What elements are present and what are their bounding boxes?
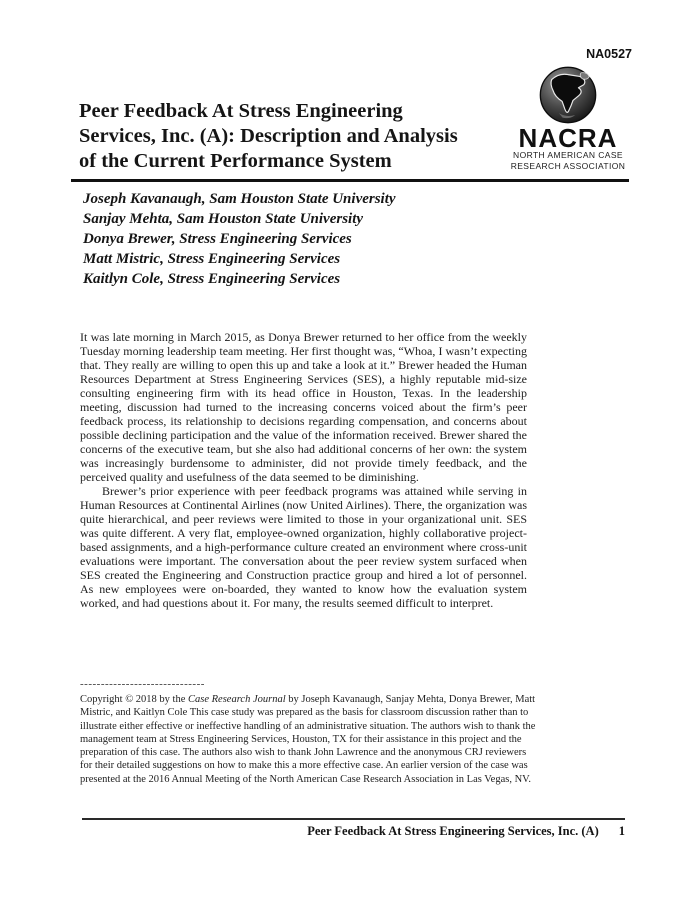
page-title-line-3: of the Current Performance System — [79, 150, 392, 172]
author-line: Sanjay Mehta, Sam Houston State University — [83, 211, 364, 227]
page-title-line-1: Peer Feedback At Stress Engineering — [79, 100, 403, 122]
nacra-logo — [500, 66, 636, 171]
title-divider-rule — [71, 179, 629, 182]
body-paragraph-1: It was late morning in March 2015, as Donya Brewer returned to her office from the weekly Tuesday morning leadership team meeting. Her first thought was, “Whoa, I wasn’t expecting that. They really are willing to open this up and take a look at it.” Brewer headed the Human Resources Department at Stress Engineering Services (SES), a highly reputable mid-size consulting engineering firm with its head office in Houston, Texas. In the leadership meeting, discussion had turned to the increasing concerns voiced about the firm’s peer feedback process, its relationship to decisions regarding compensation, and concerns about possible declining participation and the value of the information received. Brewer shared the concerns of the executive team, but she also had additional concerns of her own: the system was increasingly burdensome to administer, did not provide timely feedback, and the perceived quality and usefulness of the data seemed to be diminishing. — [80, 330, 527, 484]
copyright-footnote — [80, 678, 536, 786]
nacra-logo-wordmark: NACRA — [518, 123, 618, 153]
page-title — [79, 99, 509, 174]
case-body-text — [80, 330, 527, 610]
footer-running-title: Peer Feedback At Stress Engineering Services, Inc. (A) — [307, 824, 599, 838]
page-footer — [82, 824, 625, 839]
footnote-text-pre: Copyright © 2018 by the — [80, 694, 189, 705]
nacra-logo-subtitle-2: RESEARCH ASSOCIATION — [510, 160, 626, 171]
footer-divider-rule — [82, 818, 625, 820]
author-line: Kaitlyn Cole, Stress Engineering Services — [83, 271, 341, 287]
document-code: NA0527 — [586, 47, 632, 61]
body-paragraph-2: Brewer’s prior experience with peer feedback programs was attained while serving in Human Resources at Continental Airlines (now United Airlines). There, the organization was quite hierarchical, and peer reviews were limited to those in your organizational unit. SES was quite different. A very flat, employee-owned organization, highly collaborative project-based assignments, and a high-performance culture created an environment where cross-unit evaluations were important. The conversation about the peer review system surfaced when SES created the Engineering and Construction practice group and hired a lot of personnel. As new employees were on-boarded, they wanted to know how the evaluation system worked, and had questions about it. For many, the results seemed difficult to interpret. — [80, 484, 527, 610]
footnote-text — [80, 693, 536, 786]
page-title-line-2: Services, Inc. (A): Description and Analysis — [79, 125, 458, 147]
globe-north-america-icon — [500, 66, 636, 124]
footer-page-number: 1 — [618, 824, 625, 838]
author-line: Matt Mistric, Stress Engineering Services — [83, 251, 341, 267]
author-list — [83, 189, 396, 289]
footnote-text-post: by Joseph Kavanaugh, Sanjay Mehta, Donya Brewer, Matt Mistric, and Kaitlyn Cole This case study was prepared as the basis for classroom discussion rather than to illustrate either effective or ineffective handling of an administrative situation. The authors wish to thank the management team at Stress Engineering Services, Houston, TX for their assistance in this project and the preparation of this case. The authors also wish to thank John Lawrence and the anonymous CRJ reviewers for their detailed suggestions on how to make this a more effective case. An earlier version of the case was presented at the 2016 Annual Meeting of the North American Case Research Association in Las Vegas, NV. — [80, 694, 536, 785]
footnote-separator: ------------------------------ — [80, 678, 205, 690]
author-line: Donya Brewer, Stress Engineering Services — [83, 231, 352, 247]
footnote-journal-name: Case Research Journal — [188, 694, 286, 705]
author-line: Joseph Kavanaugh, Sam Houston State University — [83, 191, 396, 207]
nacra-logo-subtitle-1: NORTH AMERICAN CASE — [513, 150, 623, 160]
